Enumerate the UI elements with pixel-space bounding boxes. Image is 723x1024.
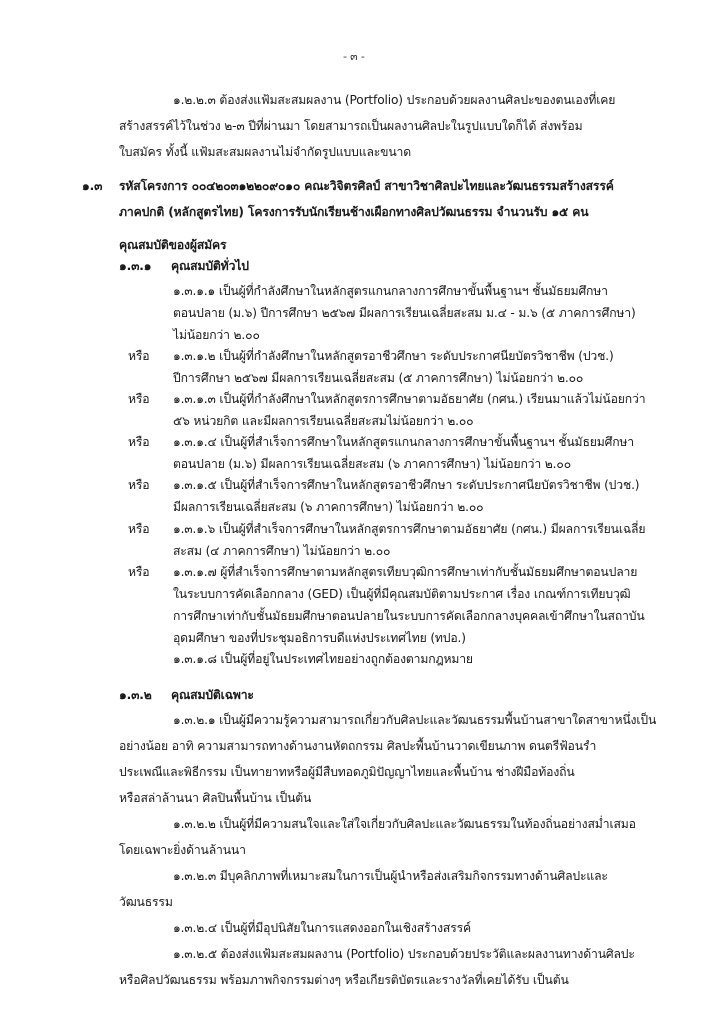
or-label: หรือ	[128, 349, 150, 363]
text-line: ๑.๓.๑.๑ เป็นผู้ที่กำลังศึกษาในหลักสูตรแกนกลางการศึกษาขั้นพื้นฐานฯ ชั้นมัธยมศึกษา	[173, 284, 608, 298]
text-line: ไม่น้อยกว่า ๒.๐๐	[173, 328, 260, 342]
subheading: คุณสมบัติของผู้สมัคร	[119, 238, 227, 252]
text-line: ๑.๓.๒.๔ เป็นผู้ที่มีอุปนิสัยในการแสดงออกในเชิงสร้างสรรค์	[173, 921, 471, 935]
text-line: อุดมศึกษา ของที่ประชุมอธิการบดีแห่งประเทศไทย (ทปอ.)	[173, 631, 466, 645]
text-line: การศึกษาเท่ากับชั้นมัธยมศึกษาตอนปลายในระบบการคัดเลือกกลางบุคคลเข้าศึกษาในสถาบัน	[173, 609, 645, 623]
or-label: หรือ	[128, 435, 150, 449]
text-line: ๑.๓.๑.๔ เป็นผู้ที่สำเร็จการศึกษาในหลักสูตรแกนกลางการศึกษาขั้นพื้นฐานฯ ชั้นมัธยมศึกษา	[173, 435, 634, 449]
text-line: ประเพณีและพิธีกรรม เป็นทายาทหรือผู้มีสืบทอดภูมิปัญญาไทยและพื้นบ้าน ช่างฝีมือท้องถิ่น	[119, 765, 575, 779]
text-line: ๑.๓.๑.๘ เป็นผู้ที่อยู่ในประเทศไทยอย่างถูกต้องตามกฎหมาย	[173, 652, 473, 666]
text-line: ๑.๓.๑.๖ เป็นผู้ที่สำเร็จการศึกษาในหลักสูตรการศึกษาตามอัธยาศัย (กศน.) มีผลการเรียนเฉลี่ย	[173, 522, 646, 536]
section-number: ๑.๓	[82, 179, 103, 193]
subsection-heading: คุณสมบัติเฉพาะ	[171, 688, 254, 702]
text-line: ๑.๓.๑.๒ เป็นผู้ที่กำลังศึกษาในหลักสูตรอาชีวศึกษา ระดับประกาศนียบัตรวิชาชีพ (ปวช.)	[173, 349, 614, 363]
text-line: ตอนปลาย (ม.๖) ปีการศึกษา ๒๕๖๗ มีผลการเรียนเฉลี่ยสะสม ม.๔ - ม.๖ (๕ ภาคการศึกษา)	[173, 306, 636, 320]
or-label: หรือ	[128, 478, 150, 492]
or-label: หรือ	[128, 522, 150, 536]
or-label: หรือ	[128, 565, 150, 579]
subsection-number: ๑.๓.๒	[119, 688, 152, 702]
subsection-heading: คุณสมบัติทั่วไป	[171, 259, 249, 273]
text-line: ๑.๓.๒.๑ เป็นผู้มีความรู้ความสามารถเกี่ยวกับศิลปะและวัฒนธรรมพื้นบ้านสาขาใดสาขาหนึ่งเป็น	[173, 713, 657, 727]
text-line: ๑.๓.๒.๕ ต้องส่งแฟ้มสะสมผลงาน (Portfolio) ประกอบด้วยประวัติและผลงานทางด้านศิลปะ	[173, 947, 635, 961]
text-line: โดยเฉพาะยิ่งด้านล้านนา	[119, 843, 246, 857]
text-line: ตอนปลาย (ม.๖) มีผลการเรียนเฉลี่ยสะสม (๖ ภาคการศึกษา) ไม่น้อยกว่า ๒.๐๐	[173, 457, 571, 471]
text-line: สร้างสรรค์ไว้ในช่วง ๒-๓ ปีที่ผ่านมา โดยสามารถเป็นผลงานศิลปะในรูปแบบใดก็ได้ ส่งพร้อม	[119, 119, 583, 133]
section-heading: รหัสโครงการ ๐๐๔๒๐๓๑๒๒๐๙๐๑๐ คณะวิจิตรศิลป์ สาขาวิชาศิลปะไทยและวัฒนธรรมสร้างสรรค์	[119, 179, 614, 193]
text-line: ๑.๓.๑.๓ เป็นผู้ที่กำลังศึกษาในหลักสูตรการศึกษาตามอัธยาศัย (กศน.) เรียนมาแล้วไม่น้อยกว่า	[173, 392, 646, 406]
text-line: ๑.๒.๒.๓ ต้องส่งแฟ้มสะสมผลงาน (Portfolio) ประกอบด้วยผลงานศิลปะของตนเองที่เคย	[173, 93, 616, 107]
text-line: มีผลการเรียนเฉลี่ยสะสม (๖ ภาคการศึกษา) ไม่น้อยกว่า ๒.๐๐	[173, 500, 484, 514]
text-line: สะสม (๔ ภาคการศึกษา) ไม่น้อยกว่า ๒.๐๐	[173, 544, 391, 558]
text-line: ๕๖ หน่วยกิต และมีผลการเรียนเฉลี่ยสะสมไม่น้อยกว่า ๒.๐๐	[173, 414, 474, 428]
or-label: หรือ	[128, 392, 150, 406]
section-heading: ภาคปกติ (หลักสูตรไทย) โครงการรับนักเรียนช้างเผือกทางศิลปวัฒนธรรม จำนวนรับ ๑๕ คน	[119, 205, 589, 219]
text-line: ๑.๓.๑.๗ ผู้ที่สำเร็จการศึกษาตามหลักสูตรเทียบวุฒิการศึกษาเท่ากับชั้นมัธยมศึกษาตอนปลาย	[173, 565, 638, 579]
text-line: ๑.๓.๒.๓ มีบุคลิกภาพที่เหมาะสมในการเป็นผู้นำหรือส่งเสริมกิจกรรมทางด้านศิลปะและ	[173, 869, 608, 883]
text-line: ๑.๓.๑.๕ เป็นผู้ที่สำเร็จการศึกษาในหลักสูตรอาชีวศึกษา ระดับประกาศนียบัตรวิชาชีพ (ปวช.)	[173, 478, 640, 492]
text-line: ในระบบการคัดเลือกกลาง (GED) เป็นผู้ที่มีคุณสมบัติตามประกาศ เรื่อง เกณฑ์การเทียบวุฒิ	[173, 587, 631, 601]
text-line: อย่างน้อย อาทิ ความสามารถทางด้านงานหัตถกรรม ศิลปะพื้นบ้านวาดเขียนภาพ ดนตรีฟ้อนรำ	[119, 739, 597, 753]
text-line: ๑.๓.๒.๒ เป็นผู้ที่มีความสนใจและใส่ใจเกี่ยวกับศิลปะและวัฒนธรรมในท้องถิ่นอย่างสม่ำเสมอ	[173, 817, 636, 831]
subsection-number: ๑.๓.๑	[119, 259, 152, 273]
text-line: ใบสมัคร ทั้งนี้ แฟ้มสะสมผลงานไม่จำกัดรูปแบบและขนาด	[119, 145, 411, 159]
text-line: วัฒนธรรม	[119, 895, 173, 909]
text-line: หรือศิลปวัฒนธรรม พร้อมภาพกิจกรรมต่างๆ หรือเกียรติบัตรและรางวัลที่เคยได้รับ เป็นต้น	[119, 973, 569, 987]
text-line: ปีการศึกษา ๒๕๖๗ มีผลการเรียนเฉลี่ยสะสม (๕ ภาคการศึกษา) ไม่น้อยกว่า ๒.๐๐	[173, 371, 584, 385]
text-line: หรือสล่าล้านนา ศิลปินพื้นบ้าน เป็นต้น	[119, 791, 312, 805]
page-number: - ๓ -	[343, 50, 365, 63]
